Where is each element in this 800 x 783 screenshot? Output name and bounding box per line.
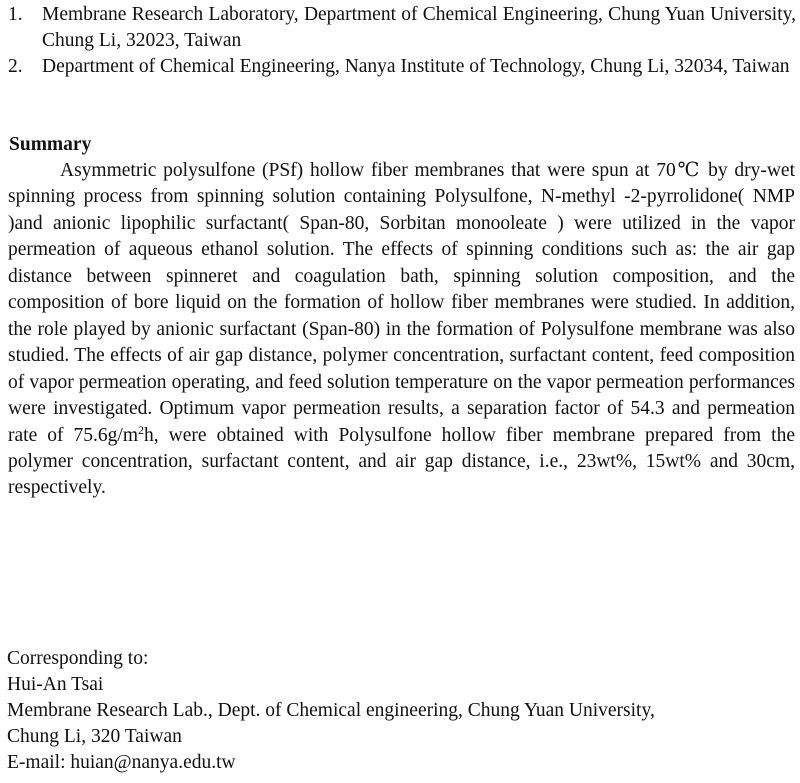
affiliation-item-1 <box>8 2 796 54</box>
corresponding-label: Corresponding to: <box>7 648 149 669</box>
corresponding-address-line-1: Membrane Research Lab., Dept. of Chemical engineering, Chung Yuan University, <box>7 700 655 721</box>
affiliation-number: 1. <box>8 4 23 25</box>
affiliation-list <box>8 2 796 80</box>
corresponding-name: Hui-An Tsai <box>7 674 104 695</box>
corresponding-email: E-mail: huian@nanya.edu.tw <box>7 752 236 773</box>
summary-text-part-1: Asymmetric polysulfone (PSf) hollow fiber membranes that were spun at 70℃ by dry-wet spinning process from spinning solution containing Polysulfone, N-methyl -2-pyrrolidone( NMP )and anionic lipophilic surfactant( Span-80, Sorbitan monooleate ) were utilized in the vapor permeation of aqueous ethanol solution. The effects of spinning conditions such as: the air gap distance between spinneret and coagulation bath, spinning solution composition, and the composition of bore liquid on the formation of hollow fiber membranes were studied. In addition, the role played by anionic surfactant (Span-80) in the formation of Polysulfone membrane was also studied. The effects of air gap distance, polymer concentration, surfactant content, feed composition of vapor permeation operating, and feed solution temperature on the vapor permeation performances were investigated. Optimum vapor permeation results, a separation factor of 54.3 and permeation rate of 75.6g/m <box>8 160 795 446</box>
affiliation-number: 2. <box>8 56 23 77</box>
summary-paragraph <box>8 158 795 502</box>
affiliation-item-2 <box>8 54 796 80</box>
corresponding-address-line-2: Chung Li, 320 Taiwan <box>7 726 182 747</box>
summary-text-part-2: h, were obtained with Polysulfone hollow fiber membrane prepared from the polymer concentration, surfactant content, and air gap distance, i.e., 23wt%, 15wt% and 30cm, respectively. <box>8 424 795 499</box>
corresponding-author-block <box>7 646 797 776</box>
summary-heading: Summary <box>9 134 92 155</box>
affiliation-text: Department of Chemical Engineering, Nanya Institute of Technology, Chung Li, 32034, Taiwan <box>42 56 790 77</box>
affiliation-text: Membrane Research Laboratory, Department of Chemical Engineering, Chung Yuan University, Chung Li, 32023, Taiwan <box>42 4 796 51</box>
unit-superscript: 2 <box>138 422 144 437</box>
